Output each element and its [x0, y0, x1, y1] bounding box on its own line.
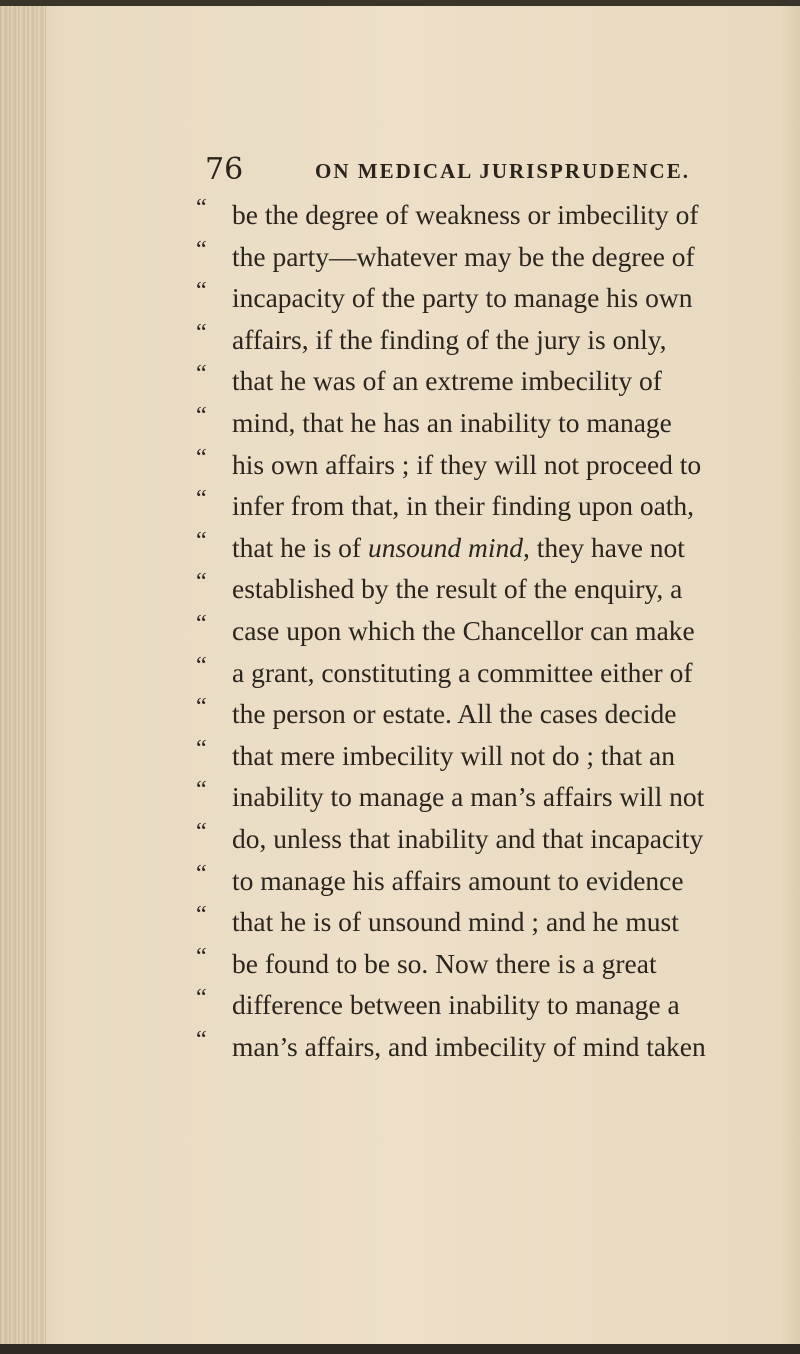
- body-text: [196, 194, 756, 1067]
- bottom-page-edge: [0, 1344, 800, 1354]
- line-text: case upon which the Chancellor can make: [232, 614, 695, 646]
- text-line: [196, 984, 756, 1026]
- text-line: [196, 568, 756, 610]
- line-text: do, unless that inability and that incapacity: [232, 822, 704, 854]
- quotation-mark: “: [196, 278, 207, 305]
- text-line: [196, 735, 756, 777]
- quotation-mark: “: [196, 694, 207, 721]
- quotation-mark: “: [196, 610, 207, 637]
- quotation-mark: “: [196, 902, 207, 929]
- quotation-mark: “: [196, 486, 207, 513]
- text-line: [196, 194, 756, 236]
- quotation-mark: “: [196, 361, 207, 388]
- text-line: [196, 652, 756, 694]
- quotation-mark: “: [196, 527, 207, 554]
- quotation-mark: “: [196, 985, 207, 1012]
- text-line: [196, 402, 756, 444]
- text-line: [196, 527, 756, 569]
- line-text: [232, 527, 685, 569]
- text-line: [196, 818, 756, 860]
- quotation-mark: “: [196, 402, 207, 429]
- running-title: ON MEDICAL JURISPRUDENCE.: [315, 159, 690, 183]
- quotation-mark: “: [196, 777, 207, 804]
- quotation-mark: “: [196, 236, 207, 263]
- line-text: that he was of an extreme imbecility of: [232, 365, 662, 397]
- quotation-mark: “: [196, 652, 207, 679]
- text-line: [196, 1026, 756, 1068]
- page-binding-edge: [0, 0, 46, 1354]
- text-line: [196, 485, 756, 527]
- line-text: be found to be so. Now there is a great: [232, 947, 657, 979]
- line-text: that mere imbecility will not do ; that an: [232, 739, 675, 771]
- line-text: his own affairs ; if they will not proceed to: [232, 448, 702, 480]
- text-line: [196, 319, 756, 361]
- text-line: [196, 236, 756, 278]
- line-text: the party—whatever may be the degree of: [232, 240, 695, 272]
- quotation-mark: “: [196, 195, 207, 221]
- line-text-after: , they have not: [523, 531, 685, 563]
- text-line: [196, 943, 756, 985]
- line-text: to manage his affairs amount to evidence: [232, 864, 684, 896]
- quotation-mark: “: [196, 1026, 207, 1053]
- text-line: [196, 360, 756, 402]
- line-text: affairs, if the finding of the jury is only,: [232, 323, 667, 355]
- text-line: [196, 776, 756, 818]
- text-line: [196, 860, 756, 902]
- line-text: inability to manage a man’s affairs will not: [232, 781, 705, 813]
- quotation-mark: “: [196, 735, 207, 762]
- quotation-mark: “: [196, 319, 207, 346]
- quotation-mark: “: [196, 818, 207, 845]
- quotation-mark: “: [196, 444, 207, 471]
- quotation-mark: “: [196, 860, 207, 887]
- text-line: [196, 901, 756, 943]
- line-text: incapacity of the party to manage his own: [232, 282, 693, 314]
- text-line: [196, 444, 756, 486]
- line-text: difference between inability to manage a: [232, 989, 680, 1021]
- line-text: be the degree of weakness or imbecility of: [232, 199, 699, 230]
- text-line: [196, 610, 756, 652]
- text-line: [196, 277, 756, 319]
- line-text: that he is of unsound mind ; and he must: [232, 906, 679, 938]
- italic-phrase: unsound mind: [367, 531, 524, 563]
- line-text: infer from that, in their finding upon oath,: [232, 490, 695, 522]
- quotation-mark: “: [196, 569, 207, 596]
- top-page-edge: [0, 0, 800, 6]
- line-text: mind, that he has an inability to manage: [232, 406, 672, 438]
- running-head: [205, 150, 725, 190]
- quotation-mark: “: [196, 943, 207, 970]
- line-text: the person or estate. All the cases decide: [232, 698, 677, 730]
- page-number: 76: [205, 152, 244, 187]
- line-text: established by the result of the enquiry, a: [232, 573, 683, 605]
- line-text-before: that he is of: [232, 531, 368, 563]
- text-line: [196, 693, 756, 735]
- line-text: a grant, constituting a committee either of: [232, 656, 693, 688]
- line-text: man’s affairs, and imbecility of mind taken: [232, 1030, 706, 1062]
